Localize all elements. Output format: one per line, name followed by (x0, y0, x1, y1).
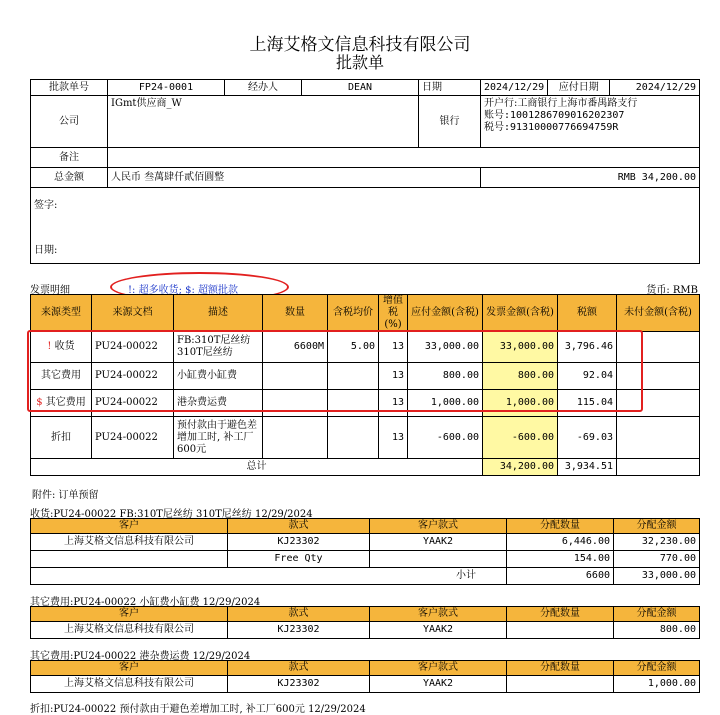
col-price: 含税均价 (328, 295, 379, 332)
alloc-customer: 上海艾格文信息科技有限公司 (31, 622, 228, 639)
alloc-style: KJ23302 (228, 534, 370, 551)
alloc-col-cstyle: 客户款式 (370, 607, 507, 622)
alloc2-table (30, 606, 700, 639)
total-cn: 人民币 叁萬肆仟貳佰圓整 (108, 168, 481, 188)
total-invoice: 34,200.00 (483, 459, 558, 476)
alloc-style: KJ23302 (228, 676, 370, 693)
total-tax: 3,934.51 (558, 459, 617, 476)
alloc-style: Free Qty (228, 551, 370, 568)
alloc-subtotal-row (31, 568, 700, 585)
alloc-col-qty: 分配数量 (507, 607, 614, 622)
row-payable: 800.00 (408, 363, 483, 390)
col-invoice: 发票金额(含税) (483, 295, 558, 332)
alloc-amount: 32,230.00 (614, 534, 700, 551)
alloc-row (31, 551, 700, 568)
form-title: 批款单 (335, 53, 384, 72)
row-vat: 13 (379, 417, 408, 459)
date-value: 2024/12/29 (481, 80, 548, 96)
alloc-col-style: 款式 (228, 661, 370, 676)
col-payable: 应付金额(含税) (408, 295, 483, 332)
alloc-cstyle (370, 551, 507, 568)
alloc-qty: 154.00 (507, 551, 614, 568)
row-unpaid (617, 417, 700, 459)
alloc2-title: 其它费用:PU24-00022 小缸费小缸费 12/29/2024 (30, 597, 261, 608)
subtotal-label: 小计 (31, 568, 507, 585)
row-price: 5.00 (328, 332, 379, 363)
col-source-doc: 来源文档 (92, 295, 174, 332)
subtotal-amount: 33,000.00 (614, 568, 700, 585)
alloc-qty: 6,446.00 (507, 534, 614, 551)
alloc-cstyle: YAAK2 (370, 534, 507, 551)
row-vat: 13 (379, 332, 408, 363)
row-tax: -69.03 (558, 417, 617, 459)
row-doc: PU24-00022 (92, 363, 174, 390)
col-source-type: 来源类型 (31, 295, 92, 332)
invoice-section-label: 发票明细 (30, 285, 70, 296)
alloc-col-qty: 分配数量 (507, 661, 614, 676)
company-title: 上海艾格文信息科技有限公司 (249, 35, 471, 55)
handler: DEAN (302, 80, 419, 96)
row-vat: 13 (379, 363, 408, 390)
row-doc: PU24-00022 (92, 417, 174, 459)
row-invoice: -600.00 (483, 417, 558, 459)
invoice-row (31, 417, 700, 459)
alloc-col-style: 款式 (228, 519, 370, 534)
row-type: 其它费用 (31, 363, 92, 390)
bank-line-3: 税号:91310000776694759R (484, 122, 619, 133)
row-desc: 港杂费运费 (174, 390, 263, 417)
alloc-cstyle: YAAK2 (370, 622, 507, 639)
alloc-customer (31, 551, 228, 568)
row-invoice: 33,000.00 (483, 332, 558, 363)
alloc-col-cstyle: 客户款式 (370, 519, 507, 534)
over-approval-flag: $ (36, 397, 43, 408)
alloc-customer: 上海艾格文信息科技有限公司 (31, 676, 228, 693)
total-unpaid (617, 459, 700, 476)
alloc-row (31, 622, 700, 639)
sign-date-label: 日期: (34, 245, 58, 256)
info-table (30, 79, 700, 264)
alloc-customer: 上海艾格文信息科技有限公司 (31, 534, 228, 551)
alloc-col-qty: 分配数量 (507, 519, 614, 534)
currency-label: 货币: RMB (646, 285, 698, 296)
flag-legend: !: 超多收货; $: 超额批款 (128, 285, 239, 296)
remark-label: 备注 (31, 148, 108, 168)
bank-line-2: 账号:1001286709016202307 (484, 110, 625, 121)
row-payable: 1,000.00 (408, 390, 483, 417)
row-payable: 33,000.00 (408, 332, 483, 363)
row-desc: 小缸费小缸费 (174, 363, 263, 390)
alloc-col-cstyle: 客户款式 (370, 661, 507, 676)
signature-area (31, 188, 700, 264)
col-qty: 数量 (263, 295, 328, 332)
row-vat: 13 (379, 390, 408, 417)
attachment-label: 附件: 订单预留 (32, 490, 99, 501)
row-payable: -600.00 (408, 417, 483, 459)
alloc3-table (30, 660, 700, 693)
row-tax: 92.04 (558, 363, 617, 390)
row-desc: 预付款由于避色差增加工时, 补工厂600元 (174, 417, 263, 459)
total-label: 总金额 (31, 168, 108, 188)
alloc-row (31, 534, 700, 551)
batch-no: FP24-0001 (108, 80, 225, 96)
alloc-col-customer: 客户 (31, 519, 228, 534)
row-doc: PU24-00022 (92, 390, 174, 417)
row-type: 折扣 (31, 417, 92, 459)
invoice-total-row (31, 459, 700, 476)
company-label: 公司 (31, 96, 108, 148)
alloc-col-amount: 分配金额 (614, 661, 700, 676)
alloc3-title: 其它费用:PU24-00022 港杂费运费 12/29/2024 (30, 651, 251, 662)
alloc1-table (30, 518, 700, 585)
alloc-col-customer: 客户 (31, 661, 228, 676)
col-unpaid: 未付金额(含税) (617, 295, 700, 332)
alloc4-title: 折扣:PU24-00022 预付款由于避色差增加工时, 补工厂600元 12/29/2024 (30, 704, 366, 715)
total-row-label: 总计 (31, 459, 483, 476)
row-desc: FB:310T尼丝纺 310T尼丝纺 (174, 332, 263, 363)
alloc-amount: 1,000.00 (614, 676, 700, 693)
alloc-qty (507, 676, 614, 693)
bank-info (481, 96, 700, 148)
subtotal-qty: 6600 (507, 568, 614, 585)
alloc1-title: 收货:PU24-00022 FB:310T尼丝纺 310T尼丝纺 12/29/2024 (30, 509, 313, 520)
bank-label: 银行 (419, 96, 481, 148)
row-invoice: 1,000.00 (483, 390, 558, 417)
over-receipt-flag: ! (47, 341, 52, 352)
col-tax: 税额 (558, 295, 617, 332)
alloc-col-amount: 分配金额 (614, 607, 700, 622)
alloc-col-customer: 客户 (31, 607, 228, 622)
row-tax: 3,796.46 (558, 332, 617, 363)
row-tax: 115.04 (558, 390, 617, 417)
remark-value (108, 148, 700, 168)
col-vat: 增值税(%) (379, 295, 408, 332)
handler-label: 经办人 (225, 80, 302, 96)
row-price (328, 417, 379, 459)
date-label: 日期 (419, 80, 481, 96)
row-type: ! 收货 (31, 332, 92, 363)
row-invoice: 800.00 (483, 363, 558, 390)
alloc-amount: 800.00 (614, 622, 700, 639)
due-label: 应付日期 (548, 80, 610, 96)
batch-no-label: 批款单号 (31, 80, 108, 96)
col-desc: 描述 (174, 295, 263, 332)
alloc-qty (507, 622, 614, 639)
sign-label: 签字: (34, 200, 58, 211)
row-type: $ 其它费用 (31, 390, 92, 417)
company-value: IGmt供应商_W (108, 96, 419, 148)
alloc-col-amount: 分配金额 (614, 519, 700, 534)
alloc-cstyle: YAAK2 (370, 676, 507, 693)
alloc-style: KJ23302 (228, 622, 370, 639)
alloc-row (31, 676, 700, 693)
due-value: 2024/12/29 (610, 80, 700, 96)
rows-annotation-box (27, 330, 643, 412)
row-doc: PU24-00022 (92, 332, 174, 363)
row-qty (263, 417, 328, 459)
bank-line-1: 开户行:工商银行上海市番禺路支行 (484, 98, 638, 109)
alloc-amount: 770.00 (614, 551, 700, 568)
row-qty: 6600M (263, 332, 328, 363)
total-rmb: RMB 34,200.00 (481, 168, 700, 188)
alloc-col-style: 款式 (228, 607, 370, 622)
